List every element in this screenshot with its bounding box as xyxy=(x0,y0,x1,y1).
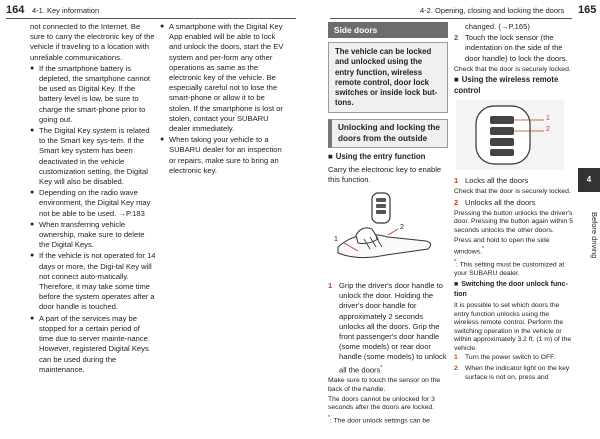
bullet-list-1 xyxy=(30,64,156,375)
left-chapter-title: 4-1. Key information xyxy=(32,6,100,15)
switch-heading: ■ Switching the door unlock func-tion xyxy=(454,280,574,300)
footnote-text: : The door unlock settings can be xyxy=(329,417,430,425)
chapter-tab: 4 xyxy=(578,168,600,192)
item-2-sup: * xyxy=(481,246,484,253)
item-1-note: Check that the door is securely locked. xyxy=(454,188,571,196)
right-column-1 xyxy=(328,22,448,427)
hand-gripping-handle-icon xyxy=(328,189,448,275)
item-1-number: 1 xyxy=(454,175,459,185)
right-page-number: 165 xyxy=(578,4,597,16)
item-2 xyxy=(454,198,574,208)
left-header-rule xyxy=(6,18,296,19)
remote-callout-1: 1 xyxy=(546,114,550,122)
bullet-list-2 xyxy=(160,22,288,176)
switch-step-1-text: Turn the power switch to OFF. xyxy=(465,354,556,362)
list-item: ● A part of the services may be stopped for a certain period of time due to server mainte-nance. However, registered Digital Keys can be used during the maintenance. xyxy=(30,314,156,375)
switch-step-2-text: When the indicator light on the key surface is not on, press and xyxy=(465,365,570,381)
item-1-text: Locks all the doors xyxy=(465,175,529,185)
step-2-number: 2 xyxy=(454,33,459,43)
step-1-sup: * xyxy=(380,364,383,371)
door-handle-illustration xyxy=(328,189,448,275)
check-text: Check that the door is securely locked. xyxy=(454,65,571,73)
right-chapter-title: 4-2. Opening, closing and locking the doors xyxy=(420,6,565,15)
remote-key-illustration xyxy=(454,100,566,170)
item-2-note-a: Pressing the button unlocks the driver's door. Pressing the button again within 5 seconds unlocks the other doors. xyxy=(454,209,574,234)
left-column-2 xyxy=(160,22,288,177)
entry-heading: ■ Using the entry function xyxy=(328,152,448,162)
note-1: Make sure to touch the sensor on the back of the handle. xyxy=(328,377,441,393)
footnote-mark: * xyxy=(328,414,330,421)
section-title: Side doors xyxy=(328,22,448,38)
left-page-number: 164 xyxy=(6,4,25,16)
item-2-note-b-text: Press and hold to open the side windows. xyxy=(454,236,550,256)
switch-step-1-number: 1 xyxy=(454,354,458,362)
right-column-2 xyxy=(454,22,574,384)
list-item: ● Depending on the radio wave environment, the Digital Key may not be able to be used. →P.183 xyxy=(30,188,156,219)
callout-2: 2 xyxy=(400,224,404,232)
list-item: ● If the smartphone battery is depleted, the smartphone cannot be used as Digital Key. If the battery level is low, be sure to charge the smart-phone prior to going out. xyxy=(30,64,156,125)
step-1-text: Grip the driver's door handle to unlock the door. Holding the driver's door handle for approximately 2 seconds unlocks all the doors. Grip the front passenger's door handle (some models) or rear door handle (some models) to unlock all the doors xyxy=(339,281,447,375)
list-item: ● If the vehicle is not operated for 14 days or more, the Digi-tal Key will not connect auto-matically. Therefore, it may take some time before the system operates after a door handle is touched. xyxy=(30,251,156,312)
step-1-number: 1 xyxy=(328,281,333,291)
list-item: ● When transferring vehicle ownership, make sure to delete the Digital Keys. xyxy=(30,220,156,251)
footnote xyxy=(328,414,448,426)
step-2-text: Touch the lock sensor (the indentation on the side of the door handle) to lock the doors. xyxy=(465,33,568,63)
remote-callout-2: 2 xyxy=(546,125,550,133)
entry-intro: Carry the electronic key to enable this function. xyxy=(328,164,442,184)
note-2: The doors cannot be unlocked for 3 seconds after the doors are locked. xyxy=(328,395,435,412)
remote-footnote xyxy=(454,258,574,278)
step-2 xyxy=(454,33,574,64)
item-2-number: 2 xyxy=(454,197,459,207)
intro-paragraph: not connected to the Internet. Be sure to carry the electronic key of the vehicle if traveling to a location with unreliable communications. xyxy=(30,22,155,62)
step-1 xyxy=(328,281,448,375)
chapter-side-label: Before driving xyxy=(590,211,599,259)
item-2-text: Unlocks all the doors xyxy=(465,197,536,207)
switch-step-2 xyxy=(454,365,574,382)
remote-footnote-text: : This setting must be customized at your SUBARU dealer. xyxy=(454,261,565,277)
item-1 xyxy=(454,176,574,186)
subsection-title: Unlocking and locking the doors from the outside xyxy=(328,119,448,148)
list-item: ● When taking your vehicle to a SUBARU dealer for an inspection or repairs, make sure to bring an electronic key. xyxy=(160,135,288,176)
remote-heading: ■ Using the wireless remote control xyxy=(454,75,574,95)
item-2-note-b xyxy=(454,237,574,257)
list-item: ● A smartphone with the Digital Key App enabled will be able to lock and unlock the doors, start the EV system and per-form any other operations as same as the electronic key of the vehicle. Be especially careful not to lose the smart-phone or allow it to be stolen. If the smartphone is lost or stolen, contact your SUBARU dealer immediately. xyxy=(160,22,288,134)
switch-step-2-number: 2 xyxy=(454,365,458,373)
list-item: ● The Digital Key system is related to the Smart key sys-tem. If the Smart key system has been deactivated in the vehicle customization setting, the Digital Key will also be disabled. xyxy=(30,126,156,187)
switch-step-1 xyxy=(454,354,574,363)
remote-footnote-mark: * xyxy=(454,259,456,266)
page-header xyxy=(0,0,600,22)
right-header-rule xyxy=(330,18,572,19)
changed-text: changed. (→P.165) xyxy=(465,22,530,31)
switch-text: It is possible to set which doors the entry function unlocks using the wireless remote control. Perform the switching operation in the vehicle or within approximately 3.2 ft. (1 m) of the vehicle. xyxy=(454,301,572,352)
callout-1: 1 xyxy=(334,236,338,244)
left-column-1 xyxy=(30,22,156,376)
section-summary: The vehicle can be locked and unlocked using the entry function, wireless remote control, door lock switches or inside lock but-tons. xyxy=(328,42,448,113)
